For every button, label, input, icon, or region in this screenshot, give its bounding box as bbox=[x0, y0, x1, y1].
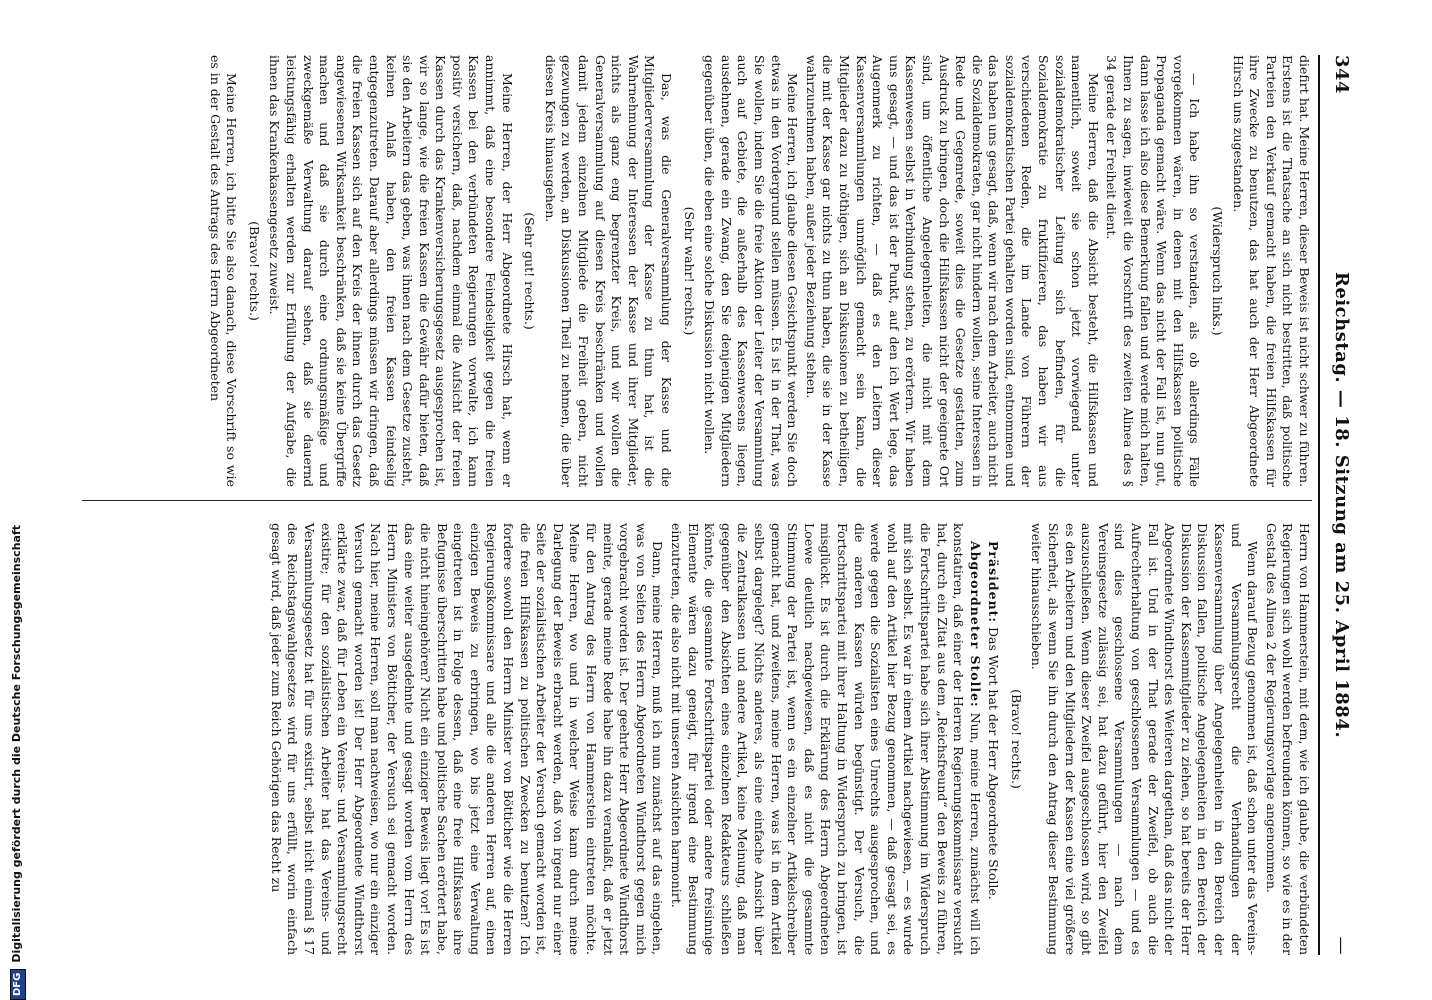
page-number: 344 bbox=[1331, 55, 1352, 95]
paragraph: Meine Herren, der Herr Abgeordnete Hirsch hat, wenn er annimmt, daß eine besondere Feindseligkeit gegen die freien Kassen bei den verbündeten Regierungen vorwalte, ich kann positiv versichern, daß, nachdem einmal die Aufsicht der freien Kassen durch das Krankenversicherungsgesetz ausgesprochen ist, wir so lange, wie die freien Kassen die Gewähr dafür bieten, daß sie den Arbeitern das geben, was ihnen nach dem Gesetze zusteht, keinen Anlaß haben, den freien Kassen feindselig entgegenzutreten. Darauf aber allerdings müssen wir dringen, daß die freien Kassen sich auf den Kreis der ihnen durch das Gesetz angewiesenen Wirksamkeit beschränken, daß sie keine Übergriffe machen und daß sie durch eine ordnungsmäßige und zweckgemäße Verwaltung darauf sehen, daß sie dauernd leistungsfähig erhalten werden zur Erfüllung der Aufgabe, die ihnen das Krankenkassengesetz zuweist. bbox=[267, 55, 515, 487]
speaker-name: Präsident: bbox=[986, 541, 1002, 624]
interjection: (Bravo! rechts.) bbox=[1008, 689, 1024, 789]
dfg-logo: DFG bbox=[10, 969, 26, 1000]
speech-paragraph bbox=[667, 523, 982, 955]
speech-paragraph bbox=[985, 523, 1002, 955]
interjection: (Bravo! rechts.) bbox=[246, 221, 262, 321]
right-column bbox=[82, 523, 1312, 955]
header-rule bbox=[1318, 55, 1320, 955]
paragraph: Meine Herren, ich glaube diesen Gesichtspunkt werden Sie doch etwas in den Vordergrund stellen müssen. Es ist in der That, was Sie wollen, indem Sie die freie Aktion der Leiter der Versammlung auch auf Gebiete, die außerhalb des Kassenwesens liegen, ausdehnen, gerade ein Zwang, den Sie denjenigen Mitgliedern gegenüber üben, die eben eine solche Diskussion nicht wollen. bbox=[702, 55, 801, 487]
left-column bbox=[82, 55, 1312, 487]
paragraph: Das, was die Generalversammlung der Kasse und die Mitgliederversammlung der Kasse zu thun hat, ist die Wahrnehmung der Interessen der Kasse und ihrer Mitglieder, nichts als ganz eng begrenzter Kreis, und wir wollen die Generalversammlung auf diesen Kreis beschränken und wollen damit jedem einzelnen Mitgliede die Freiheit geben, nicht gezwungen zu werden, an Diskussionen Theil zu nehmen, die über diesen Kreis hinausgehen. bbox=[542, 55, 675, 487]
column-rule bbox=[82, 500, 1312, 501]
running-head bbox=[1322, 55, 1362, 955]
paragraph: Meine Herren, daß die Absicht besteht, die Hilfskassen und namentlich, soweit sie schon jetzt vorwiegend unter sozialdemokratischer Leitung sich befinden, für die Sozialdemokratie zu fruktifizieren, das haben wir aus verschiedenen Reden, die im Lande von Führern der sozialdemokratischen Partei gehalten worden sind, entnommen und das haben uns gesagt, daß, wenn wir nach dem Arbeiter, auch nicht die Sozialdemokraten, gar nicht hindern wollen, seine Interessen in Rede und Gegenrede, soweit dies die Gesetze gestatten, zum Ausdruck zu bringen, doch die Hilfskassen nicht der geeignete Ort sind, um öffentliche Angelegenheiten, die nicht mit dem Kassenwesen selbst in Verbindung stehen, zu erörtern. Wir haben uns gesagt, — und das ist der Punkt, auf den ich Wert lege, das Augenmerk zu richten, — daß es den Leitern dieser Kassenversammlungen unmöglich gemacht sein kann, die Mitglieder dazu zu nöthigen, sich an Diskussionen zu betheiligen, die mit der Kasse gar nichts zu thun haben, die sie in der Kasse wahrzunehmen haben, außer jeder Beziehung stehen. bbox=[803, 55, 1101, 487]
interjection: (Sehr wahr! rechts.) bbox=[681, 206, 697, 336]
speech-text: Das Wort hat der Herr Abgeordnete Stolle. bbox=[986, 627, 1002, 900]
running-head-mark: — bbox=[1331, 936, 1352, 955]
paragraph: Dann, meine Herren, muß ich nun zunächst auf das eingehen, was von Seiten des Herrn Abgeordneten Windthorst gegen mich vorgebracht worden ist. Der geehrte Herr Abgeordnete Windthorst meinte, gerade meine Rede habe ihn dazu veranlaßt, daß er jetzt für den Antrag des Herrn von Hammerstein eintreten möchte. Meine Herren, wo und in welcher Weise kann durch meine Darlegung der Beweis erbracht werden, daß von irgend nur einer Seite der sozialistischen Arbeiter der Versuch gemacht worden ist, die freien Hilfskassen zu politischen Zwecken zu benutzen? Ich fordere sowohl den Herrn Minister von Bötticher wie die Herren Regierungskommissare und alle die anderen Herren auf, einen einzigen Beweis zu erbringen, wo bis jetzt eine Verwaltung eingetreten ist in Folge dessen, daß eine freie Hilfskasse ihre Befugnisse überschritten habe und politische Sachen erörtert habe, die nicht hineingehören? Nicht ein einziger Beweis liegt vor! Es ist das eine weiter ausgedehnte und gesagt worden vom Herrn des Herrn Ministers von Bötticher, der Versuch sei gemacht worden. Nach hier, meine Herren, soll man nachweisen, wo nur ein einziger Versuch gemacht worden ist! Der Herr Abgeordnete Windthorst erklärte zwar, daß für Leben ein Vereins- und Versammlungsrecht existire; für den sozialistischen Arbeiter hat das Vereins- und Versammlungsgesetz hat für uns existirt, selbst nicht einmal § 17 des Reichstagswahlgesetzes wird für uns erfüllt, worin einfach gesagt wird, daß jeder zum Reich Gehörigen das Recht zu bbox=[268, 523, 666, 955]
credit-text: Digitalisierung gefördert durch die Deutsche Forschungsgemeinschaft bbox=[10, 524, 23, 963]
running-head-title: Reichstag. — 18. Sitzung am 25. April 1884. bbox=[1331, 271, 1352, 739]
digitization-credit bbox=[7, 524, 27, 1000]
paragraph: — Ich habe ihn so verstanden, als ob allerdings Fälle vorgekommen wären, in denen mit den Hilfskassen politische Propaganda gemacht wäre. Wenn das nicht der Fall ist, nun gut, dann lasse ich also diese Bemerkung fallen und werde mich halten, Ihnen zu sagen, inwieweit die Vorschrift des zweiten Alinea des § 34 gerade der Freiheit dient. bbox=[1104, 55, 1203, 487]
interjection: (Sehr gut! rechts.) bbox=[522, 212, 538, 330]
paragraph: Herrn von Hammerstein, mit dem, wie ich glaube, die verbündeten Regierungen sich wohl werden befreunden können, so wie es in der Gestalt des Alinea 2 der Regierungsvorlage angenommen. bbox=[1263, 523, 1312, 955]
paragraph: Wenn darauf Bezug genommen ist, daß schon unter das Vereins- und Versammlungsrecht die Verhandlungen der Kassenversammlung über Angelegenheiten in den Bereich der Diskussion fallen, politische Angelegenheiten in den Bereich der Diskussion der Kassenmitglieder zu ziehen, so hat bereits der Herr Abgeordnete Windthorst des Weiteren dargethan, daß das nicht der Fall ist. Und in der That gerade der Zweifel, ob auch die Aufrechterhaltung von geschlossenen Versammlungen — und es sind dies geschlossene Versammlungen — nach dem Vereinsgesetze zulässig sei, hat dazu geführt, hier den Zweifel auszuschließen. Wenn dieser Zweifel ausgeschlossen wird, so gibt es den Arbeitern und den Mitgliedern der Kassen eine viel größere Sicherheit, als wenn Sie ihn durch den Antrag dieser Bestimmung weiter hinausschieben. bbox=[1029, 523, 1261, 955]
paragraph: Meine Herren, ich bitte Sie also danach, diese Vorschrift so wie es in der Gestalt des Antrags des Herrn Abgeordneten bbox=[207, 55, 240, 487]
speech-text: Nun, meine Herren, zunächst will ich konstatiren, daß einer der Herren Regierungskommissare versucht hat, durch ein Zitat aus dem „Reichsfreund“ den Beweis zu führen, die Fortschrittspartei habe sich ihrer Abstimmung im Widerspruch mit sich selbst. Es war in einem Artikel nachgewiesen, — es wurde wohl auf den Artikel hier Bezug genommen, — daß gesagt sei, es werde gegen die Sozialisten eines Unrechts ausgesprochen, und die anderen Kassen würden begünstigt. Der Versuch, die Fortschrittspartei mit ihrer Haltung in Widerspruch zu bringen, ist misglückt. Es ist durch die Erklärung des Herrn Abgeordneten Loewe deutlich nachgewiesen, daß es nicht die gesammte Stimmung der Partei ist, wenn es ein einzelner Artikelschreiber gemacht hat, und zweitens, meine Herren, was ist in dem Artikel selbst dargelegt? Nichts anderes, als eine einfache Ansicht über die Zentralkassen und andere Artikel, keine Meinung, daß man gegenüber den Absichten eines einzelnen Redakteurs schließen könnte, die gesammte Fortschrittspartei oder andere freisinnige Elemente wären dazu geneigt, für irgend eine Bestimmung einzutreten, die also nicht mit unseren Ansichten harmonirt. bbox=[669, 523, 983, 955]
speaker-name: Abgeordneter Stolle: bbox=[967, 541, 983, 708]
paragraph: diefirt hat. Meine Herren, dieser Beweis ist nicht schwer zu führen. Erstens ist die Thatsache an sich nicht bestritten, daß politische Parteien den Verkauf gemacht haben, die freien Hilfskassen für ihre Zwecke zu benutzen, das hat auch der Herr Abgeordnete Hirsch uns zugestanden. bbox=[1230, 55, 1312, 487]
interjection: (Widerspruch links.) bbox=[1210, 206, 1226, 336]
